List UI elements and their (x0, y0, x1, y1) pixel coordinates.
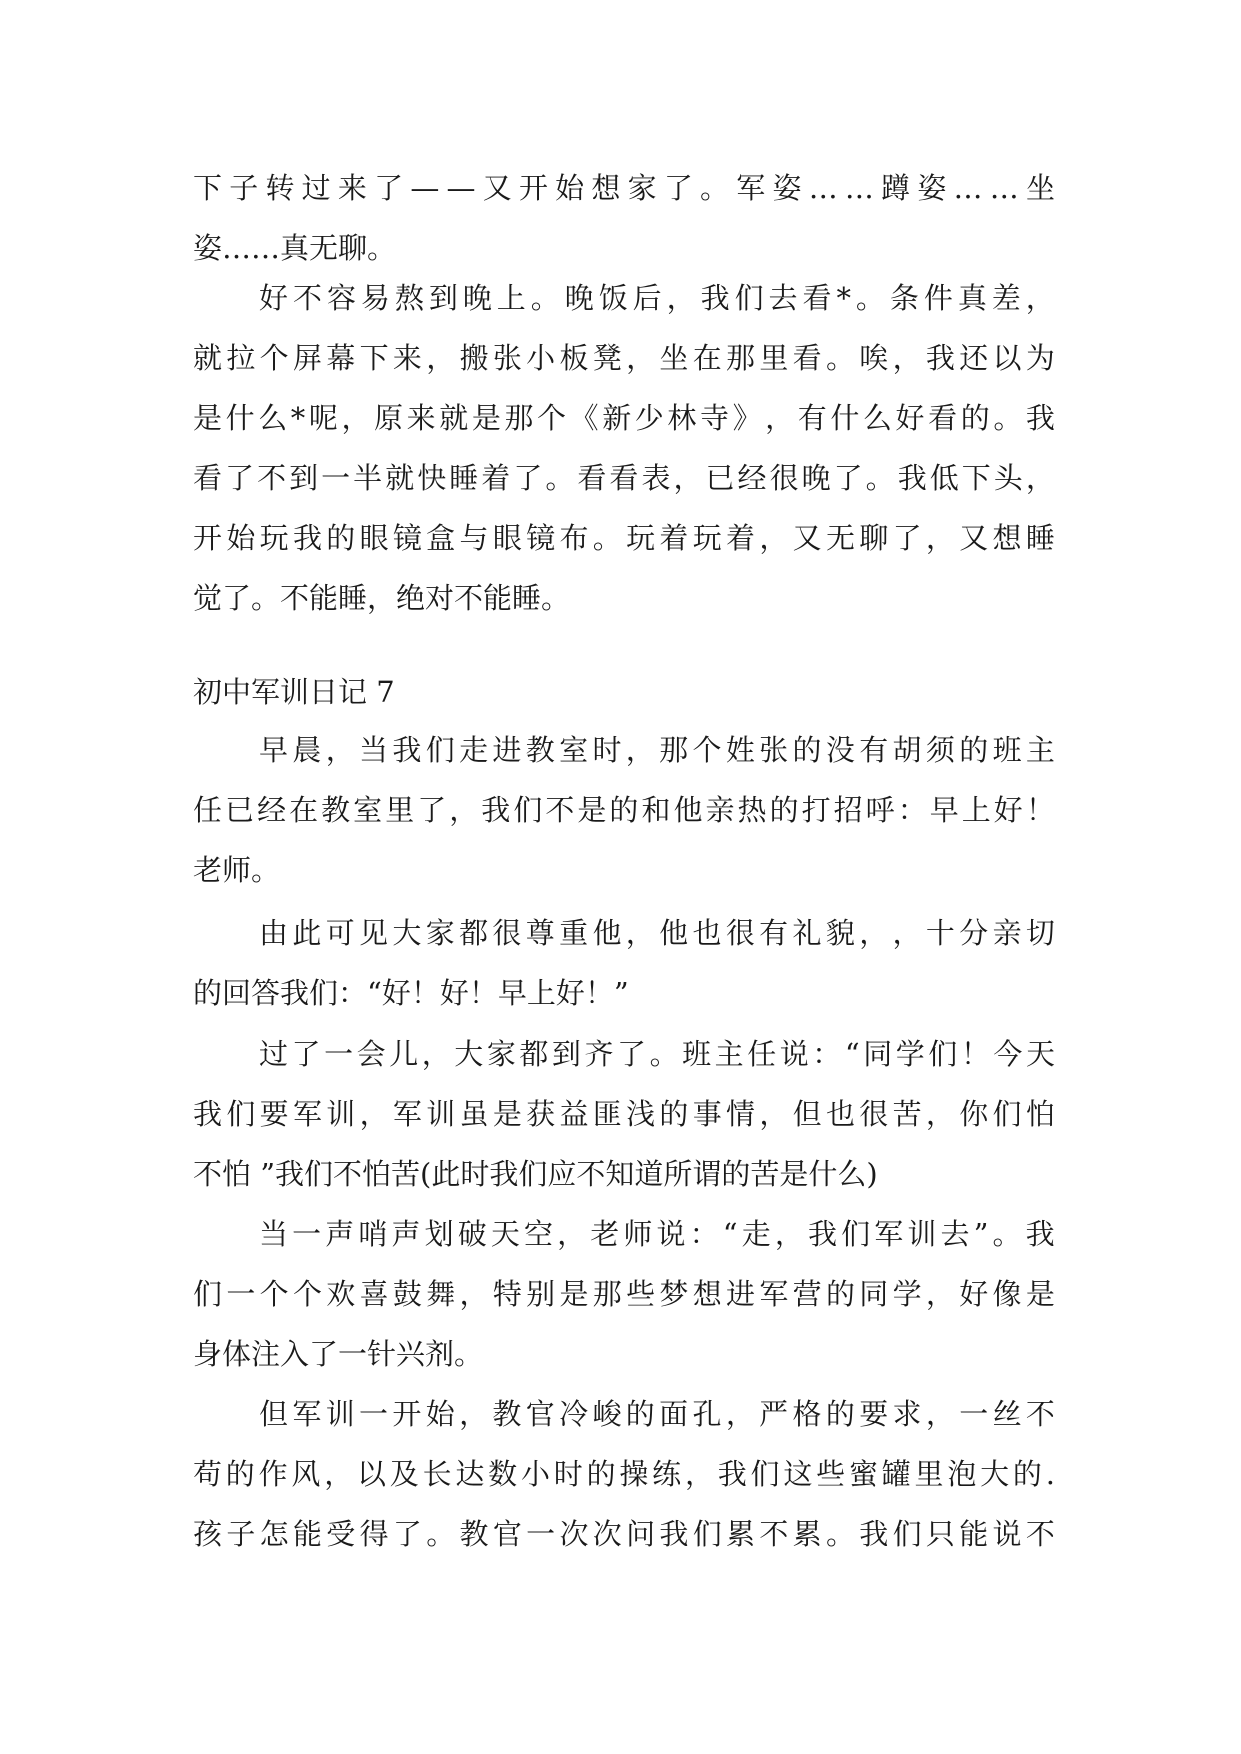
text-line: 姿……真无聊。 (193, 231, 397, 265)
text-line: 但 军 训 一 开 始 ， 教 官 冷 峻 的 面 孔 ， 严 格 的 要 求 ， 一 丝 不 (259, 1397, 1055, 1431)
section-heading: 初中军训日记 7 (193, 675, 395, 709)
paragraph-gather (193, 1024, 1055, 1204)
text-line: 任 已 经 在 教 室 里 了 ， 我 们 不 是 的 和 他 亲 热 的 打 招 呼 ： 早 上 好 ！ (193, 793, 1055, 827)
text-line: 觉了。不能睡，绝对不能睡。 (193, 581, 571, 615)
paragraph-training (193, 1384, 1055, 1564)
text-line: 好 不 容 易 熬 到 晚 上 。 晚 饭 后 ， 我 们 去 看 * 。 条 件 真 差 ， (259, 281, 1055, 315)
paragraph-continuation (193, 158, 1055, 278)
text-line: 我 们 要 军 训 ， 军 训 虽 是 获 益 匪 浅 的 事 情 ， 但 也 很 苦 ， 你 们 怕 (193, 1097, 1055, 1131)
text-line: 身体注入了一针兴剂。 (193, 1337, 484, 1371)
text-line: 由 此 可 见 大 家 都 很 尊 重 他 ， 他 也 很 有 礼 貌 ， ， 十 分 亲 切 (259, 916, 1055, 950)
paragraph-evening (193, 268, 1055, 628)
text-line: 过 了 一 会 儿 ， 大 家 都 到 齐 了 。 班 主 任 说 ： “ 同 学 们 ！ 今 天 (259, 1037, 1055, 1071)
text-line: 老师。 (193, 853, 281, 887)
text-line: 们 一 个 个 欢 喜 鼓 舞 ， 特 别 是 那 些 梦 想 进 军 营 的 同 学 ， 好 像 是 (193, 1277, 1055, 1311)
paragraph-morning (193, 720, 1055, 900)
section-heading-block (193, 662, 1055, 722)
text-line: 当 一 声 哨 声 划 破 天 空 ， 老 师 说 ： “ 走 ， 我 们 军 训 去 ” 。 我 (259, 1217, 1055, 1251)
text-line: 早 晨 ， 当 我 们 走 进 教 室 时 ， 那 个 姓 张 的 没 有 胡 须 的 班 主 (259, 733, 1055, 767)
text-line: 是 什 么 * 呢 ， 原 来 就 是 那 个 《 新 少 林 寺 》 ， 有 什 么 好 看 的 。 我 (193, 401, 1055, 435)
text-line: 苟 的 作 风 ， 以 及 长 达 数 小 时 的 操 练 ， 我 们 这 些 蜜 罐 里 泡 大 的 . (193, 1457, 1055, 1491)
text-line: 开 始 玩 我 的 眼 镜 盒 与 眼 镜 布 。 玩 着 玩 着 ， 又 无 聊 了 ， 又 想 睡 (193, 521, 1055, 555)
text-line: 看 了 不 到 一 半 就 快 睡 着 了 。 看 看 表 ， 已 经 很 晚 了 。 我 低 下 头 ， (193, 461, 1055, 495)
text-line: 的回答我们：“好！好！早上好！” (193, 976, 629, 1010)
text-line: 就 拉 个 屏 幕 下 来 ， 搬 张 小 板 凳 ， 坐 在 那 里 看 。 唉 ， 我 还 以 为 (193, 341, 1055, 375)
paragraph-whistle (193, 1204, 1055, 1384)
text-line: 孩 子 怎 能 受 得 了 。 教 官 一 次 次 问 我 们 累 不 累 。 我 们 只 能 说 不 (193, 1517, 1055, 1551)
text-line: 下 子 转 过 来 了 — — 又 开 始 想 家 了 。 军 姿 … … 蹲 姿 … … 坐 (193, 171, 1055, 205)
text-line: 不怕 ”我们不怕苦(此时我们应不知道所谓的苦是什么) (193, 1157, 878, 1191)
paragraph-respect (193, 903, 1055, 1023)
